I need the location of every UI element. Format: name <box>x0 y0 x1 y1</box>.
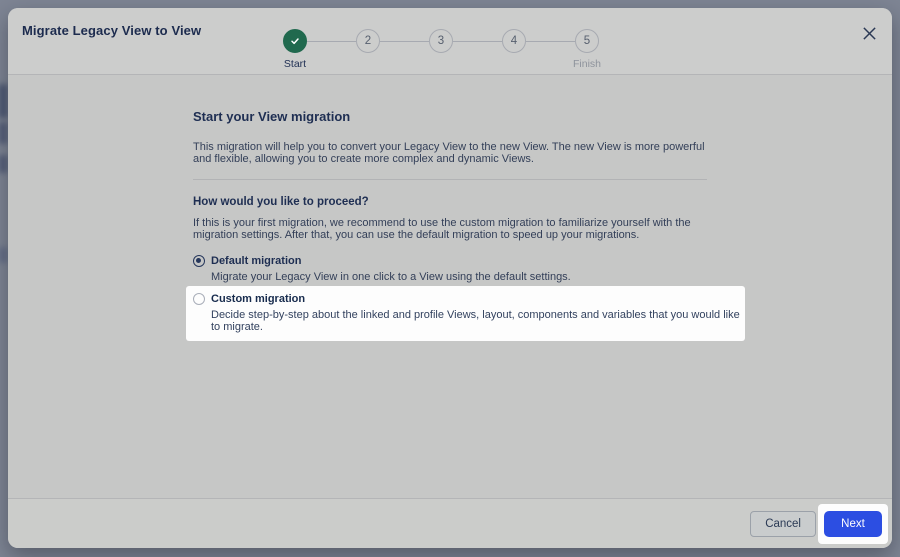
modal-body <box>8 109 892 341</box>
step-4-circle: 4 <box>502 29 526 53</box>
modal-footer <box>8 498 892 548</box>
radio-selected-icon[interactable] <box>193 255 205 267</box>
step-4 <box>502 29 526 53</box>
option-description: Decide step-by-step about the linked and profile Views, layout, components and variables that you would like to migrate. <box>211 309 740 333</box>
migration-stepper <box>283 29 602 70</box>
option-description: Migrate your Legacy View in one click to a View using the default settings. <box>211 271 571 283</box>
step-complete-check-icon <box>283 29 307 53</box>
custom-migration-spotlight <box>186 286 745 341</box>
background-artifact <box>0 247 8 263</box>
background-artifact <box>0 122 8 144</box>
radio-option-custom-migration[interactable] <box>193 293 740 333</box>
step-connector <box>307 41 356 42</box>
radio-unselected-icon[interactable] <box>193 293 205 305</box>
step-2 <box>356 29 380 53</box>
modal-title: Migrate Legacy View to View <box>22 23 202 38</box>
background-artifact <box>0 84 8 118</box>
next-button-spotlight <box>818 504 888 544</box>
modal-header <box>8 8 892 75</box>
step-label-finish: Finish <box>572 58 602 70</box>
step-5-finish <box>572 29 602 70</box>
close-icon[interactable] <box>855 19 883 47</box>
step-connector <box>526 41 575 42</box>
step-2-circle: 2 <box>356 29 380 53</box>
question-detail: If this is your first migration, we recommend to use the custom migration to familiarize yourself with the migration settings. After that, you can use the default migration to speed up your migrations. <box>193 217 691 241</box>
step-1-start <box>283 29 307 70</box>
cancel-button[interactable]: Cancel <box>750 511 816 537</box>
divider <box>193 179 707 180</box>
step-connector <box>453 41 502 42</box>
step-connector <box>380 41 429 42</box>
step-3 <box>429 29 453 53</box>
background-artifact <box>0 155 8 173</box>
option-label: Default migration <box>211 255 302 267</box>
option-label: Custom migration <box>211 293 306 305</box>
step-3-circle: 3 <box>429 29 453 53</box>
page-title: Start your View migration <box>193 109 351 124</box>
step-5-circle: 5 <box>575 29 599 53</box>
radio-option-default-migration[interactable] <box>193 255 707 283</box>
intro-text: This migration will help you to convert your Legacy View to the new View. The new View is more powerful and flexible, allowing you to create more complex and dynamic Views. <box>193 141 705 165</box>
migration-wizard-modal <box>8 8 892 548</box>
question-heading: How would you like to proceed? <box>193 196 369 208</box>
next-button[interactable]: Next <box>824 511 882 537</box>
step-label-start: Start <box>283 58 307 70</box>
